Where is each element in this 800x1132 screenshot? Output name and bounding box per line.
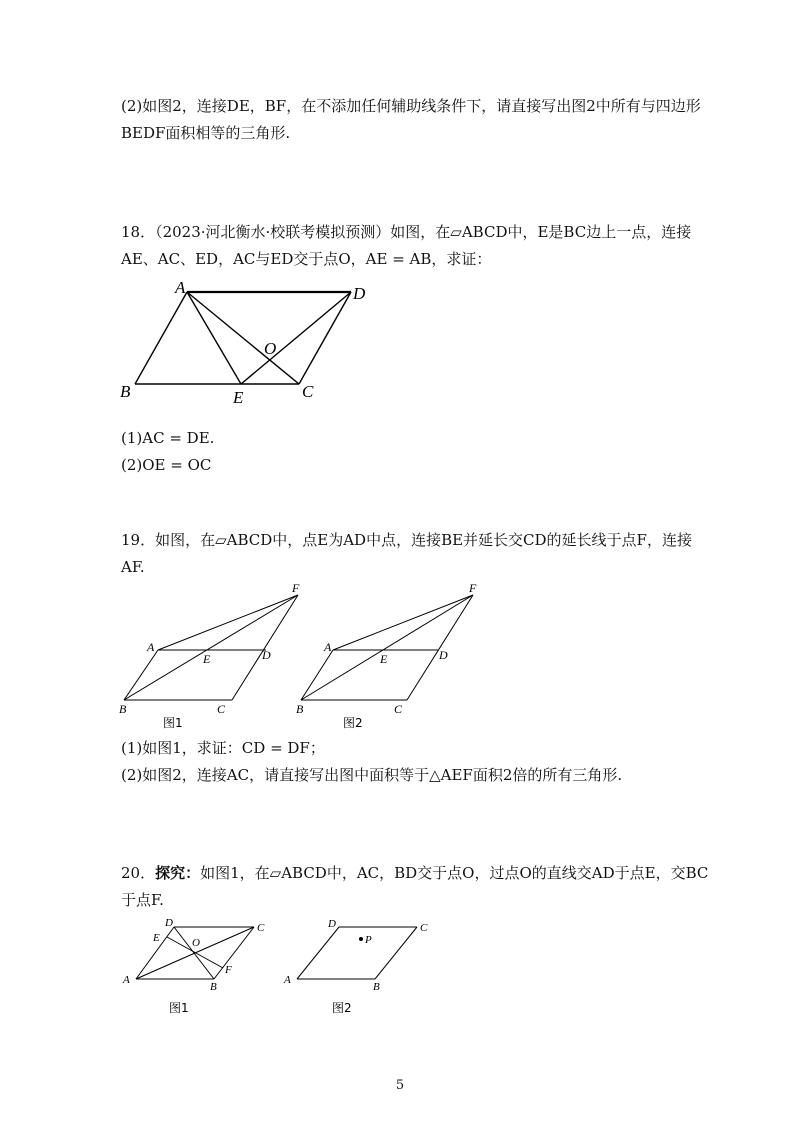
q18-label-c: C — [302, 382, 314, 401]
q19f1-label-c: C — [217, 702, 226, 716]
q19-part-1: (1)如图1，求证：CD = DF； — [121, 739, 325, 757]
q18-figure — [115, 275, 365, 405]
q20f1-label-e: E — [153, 932, 160, 944]
q20-heading-explore: 探究： — [155, 864, 201, 882]
q20f2-label-c: C — [420, 922, 428, 934]
q19f2-label-b: B — [296, 702, 304, 716]
q18-segment-ed — [241, 292, 351, 384]
q19-part-2: (2)如图2，连接AC，请直接写出图中面积等于△AEF面积2倍的所有三角形. — [121, 766, 623, 784]
q20f2-label-a: A — [284, 974, 291, 986]
q20f1-label-c: C — [257, 922, 265, 934]
q20f1-caption: 图1 — [169, 1001, 189, 1015]
q20-line-1-rest: 如图1，在▱ABCD中，AC，BD交于点O，过点O的直线交AD于点E，交BC — [200, 864, 709, 882]
q20f1-label-f: F — [225, 964, 232, 976]
q18-label-e: E — [233, 388, 244, 407]
q17-line-1: (2)如图2，连接DE，BF，在不添加任何辅助线条件下，请直接写出图2中所有与四边形 — [121, 97, 701, 115]
q20f1-label-a: A — [123, 974, 130, 986]
q20f2-label-d: D — [328, 918, 336, 930]
q20f2-label-b: B — [373, 981, 380, 993]
q18-part-1: (1)AC = DE. — [121, 429, 215, 447]
q19f2-label-d: D — [439, 648, 448, 662]
q19f2-label-a: A — [324, 640, 332, 654]
q18-part-2: (2)OE = OC — [121, 456, 212, 474]
q19f1-label-a: A — [147, 640, 155, 654]
q19-figure-2 — [292, 580, 492, 735]
q18-label-b: B — [120, 382, 131, 401]
q18-label-o: O — [264, 339, 277, 358]
q18-line-2: AE、AC、ED，AC与ED交于点O，AE = AB，求证： — [121, 250, 492, 268]
q19f2-label-f: F — [469, 581, 477, 595]
q18-label-a: A — [175, 278, 186, 297]
q19-figure-1 — [115, 580, 315, 735]
q19f2-label-c: C — [394, 702, 403, 716]
q18-segment-ac — [187, 292, 299, 384]
q18-line-1: 18．（2023·河北衡水·校联考模拟预测）如图，在▱ABCD中，E是BC边上一点，连接 — [121, 223, 692, 241]
q20f1-label-d: D — [165, 917, 173, 929]
q18-label-d: D — [353, 284, 366, 303]
q18-segment-cd — [299, 292, 351, 384]
q19-line-2: AF. — [121, 558, 145, 576]
q19f1-label-b: B — [119, 702, 127, 716]
q20f1-label-b: B — [210, 981, 217, 993]
q19-line-1: 19．如图，在▱ABCD中，点E为AD中点，连接BE并延长交CD的延长线于点F，连接 — [121, 531, 692, 549]
q19f2-label-e: E — [380, 652, 388, 666]
q19f2-caption: 图2 — [343, 716, 363, 730]
q18-segment-ae — [187, 292, 241, 384]
page-number: 5 — [395, 1078, 405, 1093]
q20-number: 20． — [121, 864, 156, 882]
q20-figure-2 — [280, 910, 440, 1020]
q19f1-label-f: F — [292, 581, 300, 595]
q20f2-label-p: P — [365, 934, 372, 946]
q19f1-label-d: D — [262, 648, 271, 662]
q19f1-label-e: E — [203, 652, 211, 666]
q20-figure-1 — [115, 910, 290, 1020]
q20-line-1 — [121, 863, 708, 883]
q20f1-label-o: O — [192, 937, 200, 949]
q20-line-2: 于点F. — [121, 891, 164, 909]
q17-line-2: BEDF面积相等的三角形. — [121, 124, 291, 142]
q20f2-caption: 图2 — [332, 1001, 352, 1015]
q20f2-point-p — [359, 937, 363, 941]
q18-segment-ab — [135, 292, 187, 384]
q19f1-caption: 图1 — [163, 716, 183, 730]
